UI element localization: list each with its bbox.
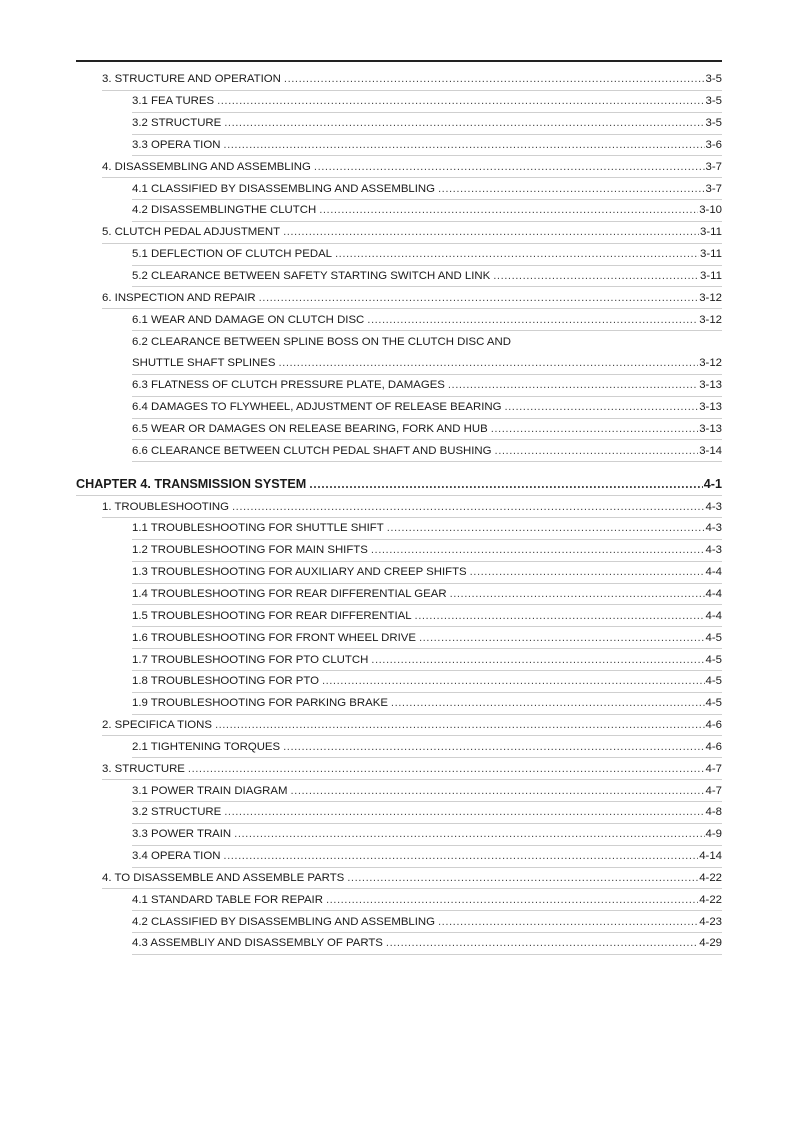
dot-leader [224,806,704,818]
dot-leader [223,139,704,151]
toc-entry[interactable] [132,440,722,462]
toc-entry-label: 4.2 CLASSIFIED BY DISASSEMBLING AND ASSEMBLING [132,915,436,928]
toc-entry-page-number: 4-1 [703,476,722,491]
dot-leader [309,477,703,491]
toc-entry[interactable] [132,353,722,375]
toc-entry-page-number: 4-14 [699,850,722,863]
dot-leader [259,292,699,304]
toc-entry-label: 3.3 OPERA TION [132,138,221,151]
toc-entry-page-number: 4-7 [705,784,722,797]
toc-entry-label: 4. TO DISASSEMBLE AND ASSEMBLE PARTS [102,871,345,884]
dot-leader [283,226,699,238]
dot-leader [470,566,705,578]
toc-entry-page-number: 3-5 [705,95,722,108]
toc-entry[interactable] [132,911,722,933]
dot-leader [283,741,704,753]
toc-entry-page-number: 4-5 [705,653,722,666]
toc-entry[interactable] [132,200,722,222]
toc-entry-label: 1.4 TROUBLESHOOTING FOR REAR DIFFERENTIAL GEAR [132,587,447,600]
toc-entry[interactable] [132,178,722,200]
dot-leader [188,763,705,775]
dot-leader [493,270,699,282]
toc-entry-label: 5.2 CLEARANCE BETWEEN SAFETY STARTING SWITCH AND LINK [132,270,491,283]
toc-entry-page-number: 3-5 [705,73,722,86]
toc-entry-label: 1.6 TROUBLESHOOTING FOR FRONT WHEEL DRIVE [132,631,416,644]
toc-entry-label: 3.2 STRUCTURE [132,806,222,819]
toc-entry-label: 3.1 POWER TRAIN DIAGRAM [132,784,288,797]
toc-entry[interactable] [102,868,722,890]
dot-leader [495,445,699,457]
toc-entry-label: SHUTTLE SHAFT SPLINES [132,357,276,370]
toc-entry-label: 1.2 TROUBLESHOOTING FOR MAIN SHIFTS [132,544,368,557]
toc-entry-label: 1.3 TROUBLESHOOTING FOR AUXILIARY AND CREEP SHIFTS [132,566,467,579]
toc-entry-page-number: 3-13 [699,422,722,435]
toc-entry[interactable] [132,562,722,584]
toc-entry[interactable] [132,540,722,562]
toc-chapter-heading[interactable] [76,462,722,496]
toc-entry[interactable] [132,375,722,397]
dot-leader [504,401,698,413]
toc-entry-label: 1. TROUBLESHOOTING [102,500,230,513]
toc-entry-page-number: 4-7 [705,762,722,775]
toc-entry-label: 4. DISASSEMBLING AND ASSEMBLING [102,160,311,173]
table-of-contents [0,69,794,955]
toc-entry-page-number: 4-4 [705,587,722,600]
toc-entry-label: 2. SPECIFICA TIONS [102,719,212,732]
toc-entry-label: 4.2 DISASSEMBLINGTHE CLUTCH [132,204,317,217]
toc-entry-page-number: 4-6 [705,740,722,753]
toc-entry-page-number: 4-3 [705,500,722,513]
toc-entry[interactable] [132,649,722,671]
toc-entry-page-number: 4-3 [705,522,722,535]
toc-entry[interactable] [102,758,722,780]
dot-leader [335,248,699,260]
toc-entry-label: 2.1 TIGHTENING TORQUES [132,740,281,753]
toc-entry[interactable] [132,780,722,802]
toc-entry-page-number: 3-10 [699,204,722,217]
toc-entry[interactable] [132,266,722,288]
toc-entry-page-number: 4-4 [705,609,722,622]
dot-leader [450,588,705,600]
toc-entry-page-number: 3-11 [700,248,722,261]
toc-entry-label: 1.9 TROUBLESHOOTING FOR PARKING BRAKE [132,697,388,710]
toc-entry-label: 3. STRUCTURE AND OPERATION [102,73,281,86]
dot-leader [223,850,698,862]
dot-leader [371,654,704,666]
dot-leader [319,204,698,216]
dot-leader [419,632,705,644]
toc-entry-page-number: 4-23 [699,915,722,928]
toc-entry-page-number: 3-12 [699,313,722,326]
toc-entry[interactable] [132,824,722,846]
toc-entry-label: 3. STRUCTURE [102,762,185,775]
toc-entry-page-number: 3-5 [705,117,722,130]
dot-leader [215,719,705,731]
toc-entry[interactable] [102,156,722,178]
toc-entry-page-number: 4-4 [705,566,722,579]
toc-entry-label: 6.2 CLEARANCE BETWEEN SPLINE BOSS ON THE CLUTCH DISC AND [132,336,511,349]
dot-leader [367,314,698,326]
toc-entry[interactable] [102,496,722,518]
toc-entry[interactable] [132,91,722,113]
toc-entry[interactable] [132,419,722,441]
toc-entry-page-number: 3-12 [699,291,722,304]
toc-entry-label: 5.1 DEFLECTION OF CLUTCH PEDAL [132,248,333,261]
toc-entry-page-number: 3-6 [705,138,722,151]
toc-entry[interactable] [132,802,722,824]
toc-entry-page-number: 3-13 [699,379,722,392]
toc-entry-label: 1.1 TROUBLESHOOTING FOR SHUTTLE SHIFT [132,522,384,535]
dot-leader [217,95,704,107]
toc-entry-label: 6.1 WEAR AND DAMAGE ON CLUTCH DISC [132,313,365,326]
dot-leader [234,828,704,840]
toc-entry-page-number: 3-12 [699,357,722,370]
toc-entry[interactable] [132,244,722,266]
toc-entry[interactable] [132,135,722,157]
toc-entry-page-number: 4-22 [699,871,722,884]
toc-entry[interactable] [132,113,722,135]
top-rule [76,60,722,62]
toc-entry-label: 6.6 CLEARANCE BETWEEN CLUTCH PEDAL SHAFT AND BUSHING [132,444,492,457]
toc-entry[interactable] [132,584,722,606]
toc-entry-label: 6. INSPECTION AND REPAIR [102,291,256,304]
toc-entry-page-number: 4-5 [705,631,722,644]
dot-leader [326,894,698,906]
dot-leader [232,501,705,513]
toc-entry[interactable] [132,518,722,540]
dot-leader [278,357,698,369]
toc-entry-page-number: 4-5 [705,697,722,710]
toc-entry[interactable] [132,933,722,955]
toc-entry-label: 3.4 OPERA TION [132,850,221,863]
toc-entry-label: 3.3 POWER TRAIN [132,828,232,841]
toc-entry-label: 5. CLUTCH PEDAL ADJUSTMENT [102,226,281,239]
toc-entry-page-number: 4-5 [705,675,722,688]
dot-leader [224,117,704,129]
toc-entry-page-number: 3-7 [705,160,722,173]
toc-entry-page-number: 3-14 [699,444,722,457]
dot-leader [438,916,698,928]
toc-entry[interactable] [102,69,722,91]
dot-leader [415,610,705,622]
dot-leader [371,544,705,556]
toc-entry-label: 4.1 CLASSIFIED BY DISASSEMBLING AND ASSEMBLING [132,182,436,195]
toc-entry-page-number: 4-8 [705,806,722,819]
toc-entry[interactable] [132,671,722,693]
toc-entry-page-number: 3-11 [700,226,722,239]
dot-leader [448,379,698,391]
toc-entry-label: 6.3 FLATNESS OF CLUTCH PRESSURE PLATE, DAMAGES [132,379,445,392]
toc-entry-label: 1.5 TROUBLESHOOTING FOR REAR DIFFERENTIAL [132,609,412,622]
toc-entry-page-number: 3-7 [705,182,722,195]
toc-entry-page-number: 4-22 [699,893,722,906]
toc-entry[interactable] [102,222,722,244]
toc-entry[interactable] [132,693,722,715]
dot-leader [322,675,705,687]
toc-entry-label: 6.4 DAMAGES TO FLYWHEEL, ADJUSTMENT OF RELEASE BEARING [132,401,502,414]
dot-leader [291,785,705,797]
toc-entry[interactable] [102,715,722,737]
toc-entry[interactable] [102,287,722,309]
toc-entry[interactable] [132,846,722,868]
toc-entry-label: 6.5 WEAR OR DAMAGES ON RELEASE BEARING, FORK AND HUB [132,422,488,435]
toc-entry-label: 4.1 STANDARD TABLE FOR REPAIR [132,893,323,906]
toc-entry-page-number: 4-29 [699,937,722,950]
toc-entry-page-number: 3-11 [700,270,722,283]
toc-entry[interactable] [132,889,722,911]
toc-entry[interactable] [132,331,722,353]
toc-entry[interactable] [132,736,722,758]
toc-entry-label: 3.1 FEA TURES [132,95,215,108]
toc-entry-label: 1.8 TROUBLESHOOTING FOR PTO [132,675,319,688]
dot-leader [347,872,698,884]
toc-entry-label: 4.3 ASSEMBLIY AND DISASSEMBLY OF PARTS [132,937,383,950]
dot-leader [314,161,705,173]
dot-leader [391,697,705,709]
toc-entry-label: 1.7 TROUBLESHOOTING FOR PTO CLUTCH [132,653,369,666]
toc-entry-label: 3.2 STRUCTURE [132,117,222,130]
toc-entry[interactable] [132,309,722,331]
dot-leader [387,522,705,534]
toc-entry-page-number: 4-6 [705,719,722,732]
toc-entry[interactable] [132,605,722,627]
toc-entry[interactable] [132,627,722,649]
dot-leader [438,183,705,195]
toc-entry-page-number: 4-3 [705,544,722,557]
dot-leader [491,423,698,435]
toc-entry-page-number: 4-9 [705,828,722,841]
dot-leader [386,937,698,949]
toc-entry-label: CHAPTER 4. TRANSMISSION SYSTEM [76,476,307,491]
toc-entry[interactable] [132,397,722,419]
dot-leader [284,73,705,85]
toc-entry-page-number: 3-13 [699,401,722,414]
